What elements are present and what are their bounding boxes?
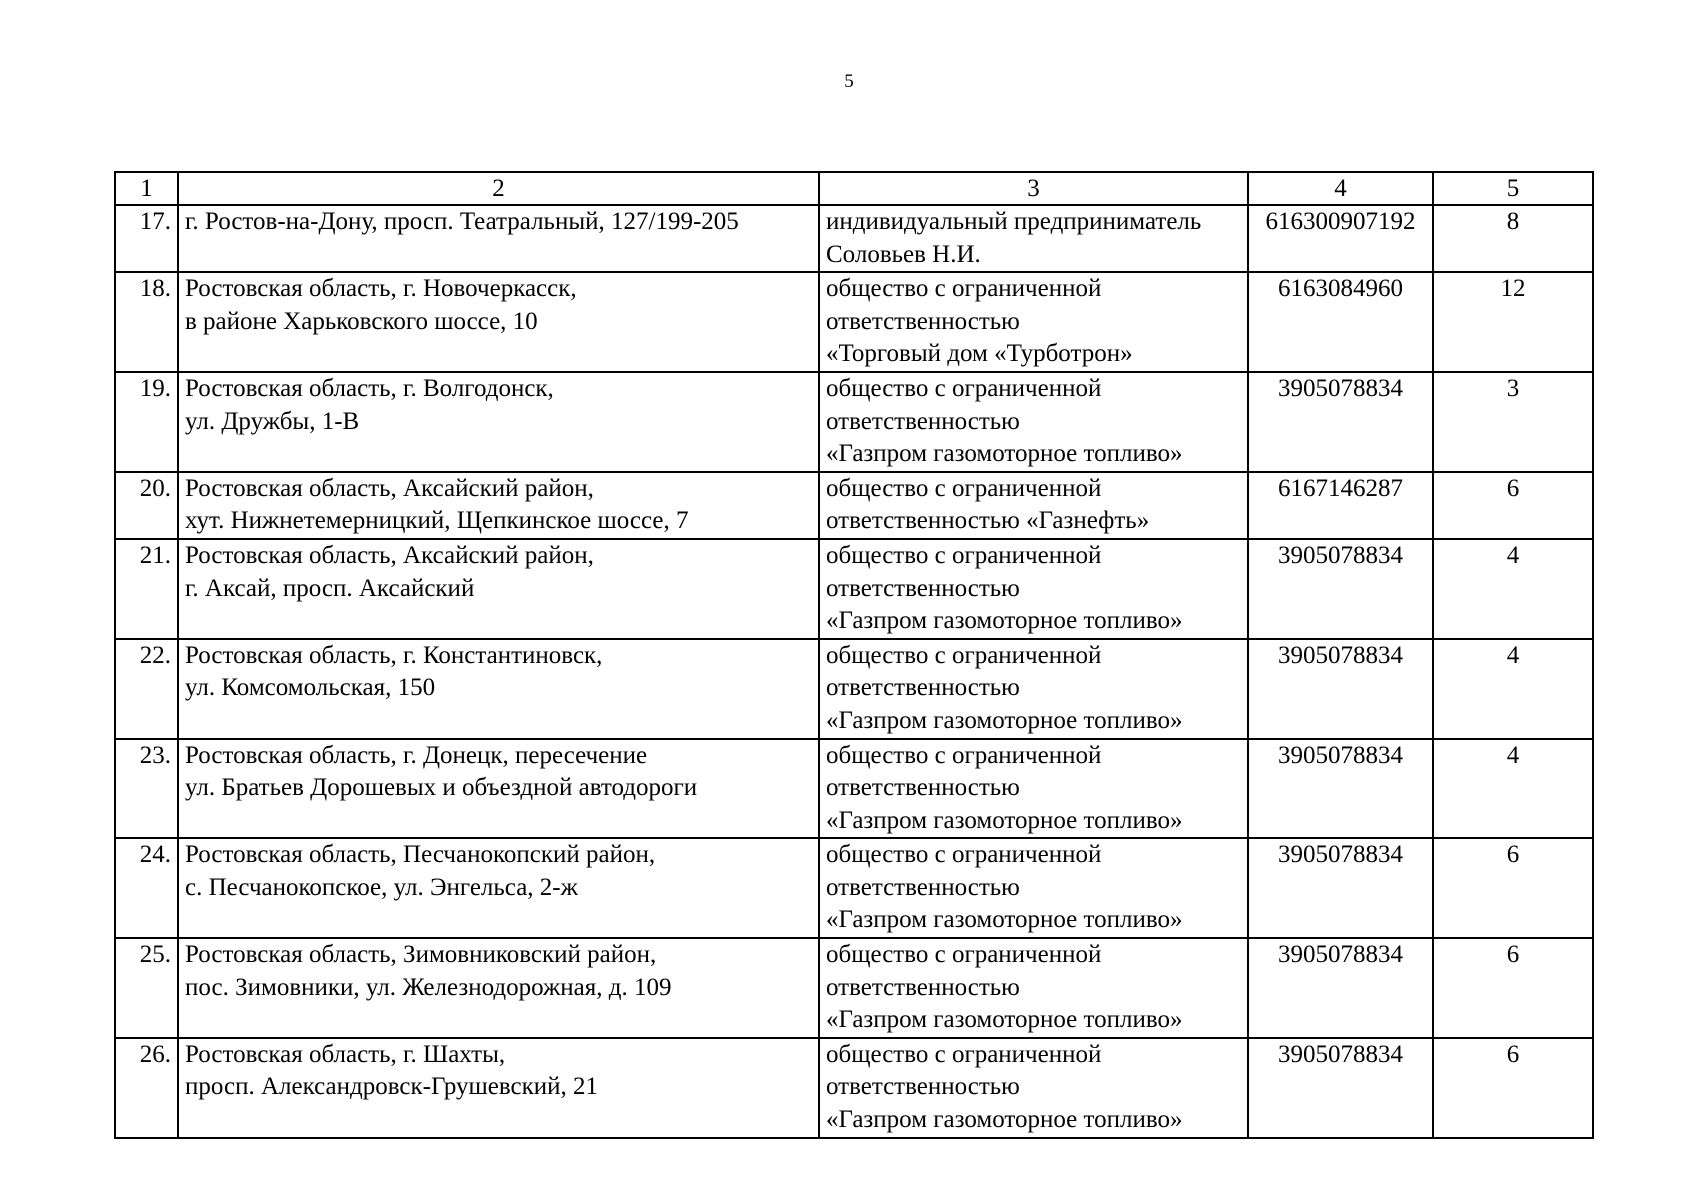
address-line: ул. Братьев Дорошевых и объездной автодороги: [185, 774, 698, 802]
row-number: 24.: [115, 838, 178, 938]
table-header-row: [115, 172, 1593, 205]
row-number: 25.: [115, 938, 178, 1038]
organization-line: ответственностью: [826, 407, 1020, 435]
address-cell: [178, 739, 819, 839]
organization-line: «Газпром газомоторное топливо»: [826, 706, 1183, 734]
address-cell: [178, 1038, 819, 1138]
organization-line: общество с ограниченной: [826, 275, 1102, 303]
address-line: с. Песчанокопское, ул. Энгельса, 2-ж: [185, 873, 578, 901]
organization-cell: [819, 1038, 1248, 1138]
address-line: Ростовская область, Зимовниковский район,: [185, 941, 657, 969]
organization-cell: [819, 205, 1248, 272]
organization-line: общество с ограниченной: [826, 474, 1102, 502]
organization-line: ответственностью: [826, 307, 1020, 335]
row-number: 19.: [115, 372, 178, 472]
address-line: Ростовская область, г. Константиновск,: [185, 641, 603, 669]
inn-cell: 3905078834: [1248, 938, 1433, 1038]
address-line: Ростовская область, Аксайский район,: [185, 541, 594, 569]
address-cell: [178, 639, 819, 739]
organization-line: общество с ограниченной: [826, 841, 1102, 869]
inn-cell: 3905078834: [1248, 838, 1433, 938]
row-number: 18.: [115, 272, 178, 372]
organization-line: «Газпром газомоторное топливо»: [826, 1106, 1183, 1134]
address-line: Ростовская область, Аксайский район,: [185, 474, 594, 502]
count-cell: 4: [1433, 539, 1593, 639]
organization-line: ответственностью: [826, 674, 1020, 702]
address-cell: [178, 539, 819, 639]
organization-line: общество с ограниченной: [826, 641, 1102, 669]
table-row: [115, 472, 1593, 539]
inn-cell: 616300907192: [1248, 205, 1433, 272]
inn-cell: 3905078834: [1248, 539, 1433, 639]
organization-line: «Газпром газомоторное топливо»: [826, 440, 1183, 468]
count-cell: 6: [1433, 472, 1593, 539]
organization-line: ответственностью: [826, 973, 1020, 1001]
organization-line: ответственностью «Газнефть»: [826, 507, 1150, 535]
address-line: Ростовская область, г. Новочеркасск,: [185, 275, 577, 303]
table-row: [115, 205, 1593, 272]
count-cell: 6: [1433, 838, 1593, 938]
count-cell: 6: [1433, 938, 1593, 1038]
inn-cell: 6163084960: [1248, 272, 1433, 372]
organization-line: общество с ограниченной: [826, 374, 1102, 402]
header-cell-1: 1: [115, 172, 178, 205]
address-line: Ростовская область, Песчанокопский район,: [185, 841, 656, 869]
address-line: г. Ростов-на-Дону, просп. Театральный, 127/199-205: [185, 208, 739, 235]
organization-line: ответственностью: [826, 774, 1020, 802]
organization-cell: [819, 639, 1248, 739]
table-row: [115, 639, 1593, 739]
address-cell: [178, 472, 819, 539]
organization-cell: [819, 739, 1248, 839]
table-row: [115, 838, 1593, 938]
organization-line: «Торговый дом «Турботрон»: [826, 340, 1133, 368]
address-cell: [178, 272, 819, 372]
address-cell: [178, 205, 819, 272]
inn-cell: 3905078834: [1248, 1038, 1433, 1138]
address-line: г. Аксай, просп. Аксайский: [185, 574, 475, 602]
header-cell-2: 2: [178, 172, 819, 205]
organization-line: общество с ограниченной: [826, 1040, 1102, 1068]
address-line: хут. Нижнетемерницкий, Щепкинское шоссе, 7: [185, 507, 689, 535]
address-line: просп. Александровск-Грушевский, 21: [185, 1073, 599, 1101]
table-row: [115, 539, 1593, 639]
count-cell: 3: [1433, 372, 1593, 472]
organization-line: ответственностью: [826, 574, 1020, 602]
organization-line: общество с ограниченной: [826, 941, 1102, 969]
page-number: 5: [844, 71, 854, 92]
row-number: 26.: [115, 1038, 178, 1138]
organization-line: ответственностью: [826, 1073, 1020, 1101]
count-cell: 8: [1433, 205, 1593, 272]
organization-cell: [819, 472, 1248, 539]
address-cell: [178, 372, 819, 472]
registry-table: [114, 171, 1594, 1139]
organization-line: «Газпром газомоторное топливо»: [826, 906, 1183, 934]
organization-cell: [819, 938, 1248, 1038]
address-line: ул. Дружбы, 1-В: [185, 407, 360, 435]
header-cell-5: 5: [1433, 172, 1593, 205]
row-number: 20.: [115, 472, 178, 539]
address-line: Ростовская область, г. Шахты,: [185, 1040, 506, 1068]
header-cell-4: 4: [1248, 172, 1433, 205]
inn-cell: 3905078834: [1248, 739, 1433, 839]
count-cell: 6: [1433, 1038, 1593, 1138]
organization-line: индивидуальный предприниматель: [826, 208, 1202, 235]
row-number: 22.: [115, 639, 178, 739]
table-row: [115, 739, 1593, 839]
table-body: [115, 172, 1593, 1138]
table-row: [115, 1038, 1593, 1138]
organization-cell: [819, 372, 1248, 472]
address-line: ул. Комсомольская, 150: [185, 674, 436, 702]
header-cell-3: 3: [819, 172, 1248, 205]
organization-cell: [819, 838, 1248, 938]
inn-cell: 3905078834: [1248, 372, 1433, 472]
address-line: в районе Харьковского шоссе, 10: [185, 307, 538, 335]
table-row: [115, 272, 1593, 372]
address-line: пос. Зимовники, ул. Железнодорожная, д. 109: [185, 973, 672, 1001]
organization-line: общество с ограниченной: [826, 741, 1102, 769]
inn-cell: 3905078834: [1248, 639, 1433, 739]
organization-line: «Газпром газомоторное топливо»: [826, 607, 1183, 635]
row-number: 21.: [115, 539, 178, 639]
row-number: 23.: [115, 739, 178, 839]
table-row: [115, 938, 1593, 1038]
organization-cell: [819, 272, 1248, 372]
organization-line: общество с ограниченной: [826, 541, 1102, 569]
row-number: 17.: [115, 205, 178, 272]
organization-line: ответственностью: [826, 873, 1020, 901]
organization-line: «Газпром газомоторное топливо»: [826, 1006, 1183, 1034]
count-cell: 4: [1433, 739, 1593, 839]
address-cell: [178, 938, 819, 1038]
organization-line: Соловьев Н.И.: [826, 240, 981, 268]
count-cell: 4: [1433, 639, 1593, 739]
count-cell: 12: [1433, 272, 1593, 372]
address-line: Ростовская область, г. Волгодонск,: [185, 374, 554, 402]
inn-cell: 6167146287: [1248, 472, 1433, 539]
organization-cell: [819, 539, 1248, 639]
address-cell: [178, 838, 819, 938]
organization-line: «Газпром газомоторное топливо»: [826, 806, 1183, 834]
table-row: [115, 372, 1593, 472]
address-line: Ростовская область, г. Донецк, пересечение: [185, 741, 648, 769]
